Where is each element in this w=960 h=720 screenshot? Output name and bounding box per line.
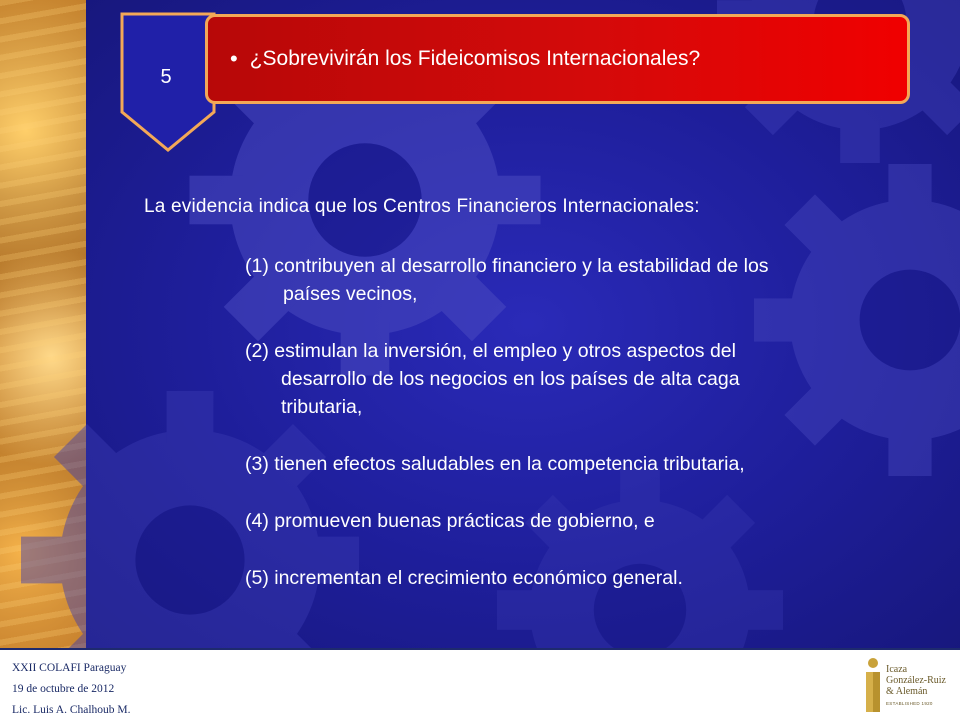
logo-mark-icon	[862, 656, 884, 714]
item-line: (5) incrementan el crecimiento económico general.	[245, 567, 683, 589]
list-item	[245, 337, 905, 421]
footer	[0, 648, 960, 720]
item-line: tributaria,	[281, 396, 363, 418]
item-line: (3) tienen efectos saludables en la competencia tributaria,	[245, 453, 745, 475]
list-item	[245, 507, 905, 535]
company-logo	[860, 654, 960, 718]
list-item	[245, 252, 905, 308]
item-line: (4) promueven buenas prácticas de gobierno, e	[245, 510, 655, 532]
list-item	[245, 564, 905, 592]
footer-author: Lic. Luis A. Chalhoub M.	[12, 704, 131, 716]
evidence-list	[245, 252, 905, 621]
item-line: países vecinos,	[283, 283, 418, 305]
slide-number: 5	[160, 66, 172, 88]
logo-tagline: ESTABLISHED 1920	[886, 701, 933, 706]
footer-info	[12, 658, 131, 720]
item-line: desarrollo de los negocios en los países de alta caga	[281, 368, 740, 390]
slide-title: ¿Sobrevivirán los Fideicomisos Internacionales?	[249, 47, 701, 70]
item-line: (2) estimulan la inversión, el empleo y otros aspectos del	[245, 340, 736, 362]
logo-line: González-Ruiz	[886, 675, 946, 686]
footer-date: 19 de octubre de 2012	[12, 683, 115, 695]
item-line: (1) contribuyen al desarrollo financiero y la estabilidad de los	[245, 255, 769, 277]
footer-event: XXII COLAFI Paraguay	[12, 662, 127, 674]
list-item	[245, 450, 905, 478]
logo-line: Icaza	[886, 664, 908, 675]
bullet-icon: •	[230, 46, 238, 71]
intro-text: La evidencia indica que los Centros Financieros Internacionales:	[144, 196, 700, 217]
logo-line: & Alemán	[886, 686, 928, 697]
